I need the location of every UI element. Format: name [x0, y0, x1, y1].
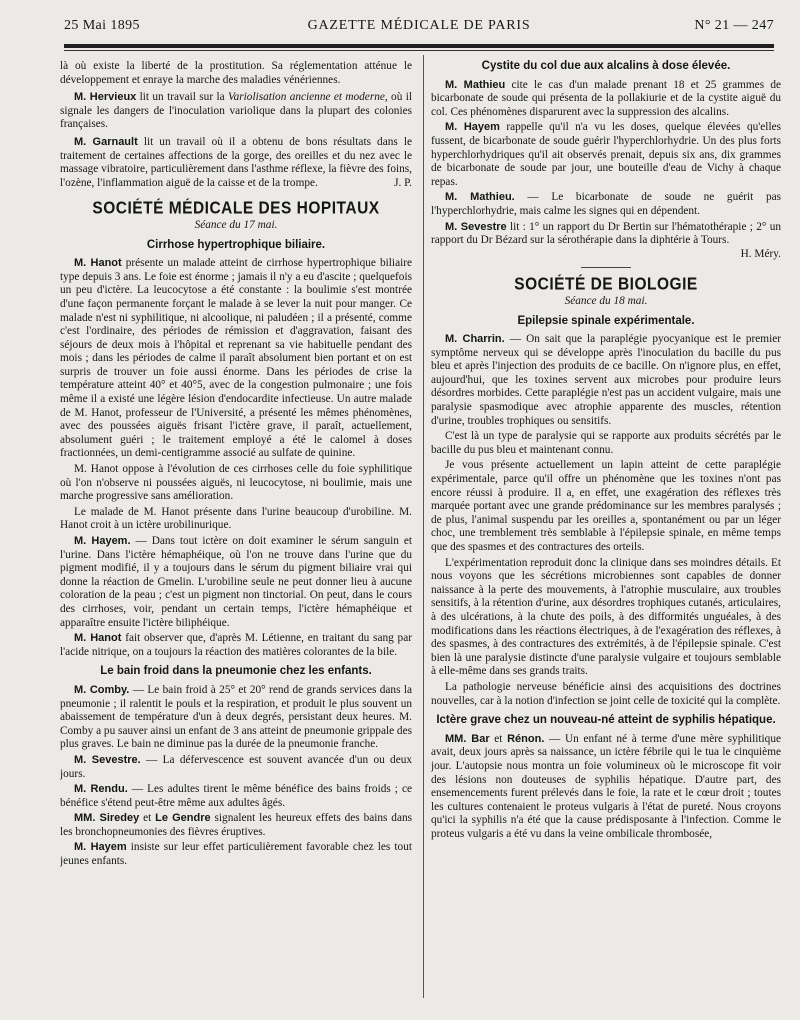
speaker-name: M. Sevestre [445, 220, 507, 233]
hayem-paragraph [60, 535, 412, 630]
speaker-name: M. Hervieux [74, 91, 137, 104]
section-title: Cystite du col due aux alcalins à dose élevée. [481, 60, 731, 72]
mathieu-paragraph [431, 79, 781, 120]
speaker-name: M. Hanot [74, 257, 122, 270]
paragraph-text: — La défervescence est souvent avancée d'un ou deux jours. [60, 753, 412, 780]
rendu-paragraph [60, 783, 412, 810]
paragraph-text: signalent les heureux effets des bains dans les bronchopneumonies des fièvres éruptives. [60, 812, 412, 838]
page-number: N° 21 — 247 [694, 18, 774, 33]
journal-title: GAZETTE MÉDICALE DE PARIS [307, 18, 531, 33]
author-signature: J. P. [394, 176, 412, 189]
sevestre-paragraph [431, 220, 781, 260]
charrin-paragraph-5: La pathologie nerveuse bénéficie ainsi des acquisitions des doctrines nouvelles, car à la notion d'infection se joint celle de toxicité qui la complète. [431, 680, 781, 707]
header-rule-thin [64, 50, 774, 51]
section-title: Epilepsie spinale expérimentale. [517, 314, 695, 327]
society-heading: SOCIÉTÉ MÉDICALE DES HOPITAUX [92, 199, 380, 219]
speaker-name: Rénon. [507, 732, 545, 745]
speaker-name: M. Hayem [74, 841, 127, 854]
speaker-name: M. Garnault [74, 135, 138, 148]
header-rule-thick [64, 44, 774, 48]
charrin-paragraph-3: Je vous présente actuellement un lapin atteint de cette paraplégie expérimentale, parce qu'il offre un phénomène que les toxines n'ont pas encore réussi à produire. Il a, en effet, une exagération des réflexes très marquée portant avec une grande prédominance sur les membres paralysés ; de plus, l'animal suspendu par les oreilles a, spontanément ou par un léger choc, une tremblement très semblable à l'épilepsie spinale, en même temps que des spasmes et des contractures des orteils. [431, 459, 781, 553]
paragraph-text: — Le bicarbonate de soude ne guérit pas l'hyperchlorhydrie, mais calme les signes qui en dépendent. [431, 191, 781, 217]
hervieux-paragraph [60, 91, 412, 132]
speaker-name: M. Mathieu [445, 78, 506, 91]
paragraph-text: cite le cas d'un malade prenant 18 et 25 grammes de bicarbonate de soude qui présenta de la pollakiurie et de la cystite aiguë du col. Ces phénomènes disparurent avec la suppression des alcalins. [431, 78, 781, 118]
speaker-name: M. Hayem. [74, 535, 131, 547]
hayem-paragraph [431, 121, 781, 189]
paragraph-text: — Le bain froid à 25° et 20° rend de grands services dans la pneumonie ; il ralentit le pouls et la respiration, et produit le plus souvent un abaissement de température d'un à deux degrés, persistant deux heures. M. Comby a pu sauver ainsi un enfant de 3 ans atteint de pneumonie grippale des plus graves. Le bain ne diminue pas la durée de la pneumonie franche. [60, 683, 412, 751]
comby-paragraph [60, 684, 412, 752]
hanot-reply-paragraph [60, 632, 412, 659]
section-title: Ictère grave chez un nouveau-né atteint de syphilis hépatique. [436, 714, 776, 727]
session-date: Séance du 18 mai. [564, 294, 648, 307]
speaker-name: M. Hayem [445, 121, 500, 134]
paragraph-text: lit : 1° un rapport du Dr Bertin sur l'hématothérapie ; 2° un rapport du Dr Bézard sur la sérothérapie dans la diphtérie à Tours. [431, 220, 781, 247]
paragraph-text: présente un malade atteint de cirrhose hypertrophique biliaire type depuis 3 ans. Le foie est énorme ; jamais il n'y a eu d'ascite ; quelquefois un peu d'ictère. La leucocytose a été constante : la boulimie s'est montrée d'une façon permanente forçant le malade à se lever la nuit pour manger. Ce malade n'est ni syphilitique, ni alcoolique, ni paludéen ; il a présenté, comme c'est l'ordinaire, des périodes de rémission et d'aggravation, faisant des séjours de deux mois à l'hôpital et reprenant sa vie habituelle pendant des mois ; dans les périodes de calme il paraît absolument bien portant et on est surpris de trouver un foie aussi énorme. Dans les périodes de crise la température atteint 40° et 40°5, avec de la congestion pulmonaire ; une fois même il a existé une légère lésion d'endocardite infectieuse. Un autre malade de M. Hanot, professeur de l'Université, a présenté les mêmes phénomènes, avec des poussées aiguës frisant l'ictère grave, il paraît, actuellement, absolument guéri ; le traitement employé a été le calomel à doses fractionnées, un demi-centigramme associé au sulfate de quinine. [60, 257, 412, 460]
left-column [60, 60, 412, 1016]
hanot-paragraph-3: Le malade de M. Hanot présente dans l'urine beaucoup d'urobiline. M. Hanot croit à un ictère urobilinurique. [60, 505, 412, 532]
garnault-paragraph [60, 136, 412, 190]
issue-date: 25 Mai 1895 [64, 18, 140, 33]
hanot-paragraph [60, 257, 412, 461]
speaker-name: MM. Bar [445, 732, 490, 745]
section-rule [581, 267, 631, 268]
intro-paragraph: là où existe la liberté de la prostitution. Sa réglementation atténue le développement et enraye la marche des maladies vénériennes. [60, 60, 412, 86]
speaker-name: M. Charrin. [445, 333, 505, 346]
paragraph-text: — Dans tout ictère on doit examiner le sérum sanguin et l'urine. Dans l'ictère hémaphéique, où l'on ne trouve dans l'urine que du pigment modifié, il y a toujours dans le sérum du pigment biliaire vrai qui donne la réaction de Gmelin. L'urobiline seule ne peut donner lieu à aucune coloration de la peau ; c'est un pigment non tinctorial. On peut, dans le cours des cirrhoses, voir, pendant un certain temps, l'ictère hémaphéique et apparaître ensuite l'ictère biliphéique. [60, 535, 412, 629]
paragraph-text: — Un enfant né à terme d'une mère syphilitique avait, deux jours après sa naissance, un ictère fébrile qui le tua le cinquième jour. L'autopsie nous montra un foie volumineux où le microscope fit voir des lésions non douteuses de syphilis hépatique. D'autre part, des ensemencements furent prélevés dans le foie, la rate et le cœur droit ; toutes les cultures contenaient le proteus vulgaris à l'état de pureté. Nous croyons qu'ici la syphilis n'a été que la cause prédisposante à l'infection. Comme le proteus vulgaris a été vu dans la veine ombilicale thrombosée, [431, 732, 781, 840]
siredey-paragraph [60, 812, 412, 839]
paragraph-text: fait observer que, d'après M. Létienne, en traitant du sang par l'acide nitrique, on a toujours la réaction des matières colorantes de la bile. [60, 632, 412, 658]
column-divider [423, 55, 424, 998]
speaker-name: Le Gendre [155, 812, 211, 825]
session-date: Séance du 17 mai. [194, 218, 278, 231]
charrin-paragraph-2: C'est là un type de paralysie qui se rapporte aux produits sécrétés par le bacille du pus bleu et maintenant connu. [431, 430, 781, 456]
charrin-paragraph [431, 333, 781, 428]
paragraph-text: lit un travail sur la [136, 91, 228, 104]
speaker-name: M. Comby. [74, 683, 130, 696]
paragraph-text: , où il signale les dangers de l'inoculation variolique dans la plupart des colonies françaises. [60, 91, 412, 131]
conjunction: et [139, 812, 156, 825]
speaker-name: M. Rendu. [74, 783, 128, 796]
mathieu-reply-paragraph [431, 191, 781, 218]
hayem-bath-paragraph [60, 841, 412, 868]
work-title: Variolisation ancienne et moderne [227, 91, 385, 104]
speaker-name: M. Hanot [74, 632, 122, 645]
speaker-name: M. Sevestre. [74, 753, 141, 766]
paragraph-text: insiste sur leur effet particulièrement favorable chez les tout jeunes enfants. [60, 841, 412, 868]
sevestre-paragraph [60, 754, 412, 781]
society-heading: SOCIÉTÉ DE BIOLOGIE [514, 274, 698, 295]
section-title: Cirrhose hypertrophique biliaire. [146, 238, 326, 251]
page-header [64, 18, 774, 40]
speaker-name: M. Mathieu. [445, 191, 515, 204]
right-column [431, 60, 781, 1016]
author-signature: H. Méry. [740, 247, 781, 260]
paragraph-text: — On sait que la paraplégie pyocyanique est le premier symptôme nerveux qui se développe après l'inoculation du bacille du pus bleu et après l'injection des produits de ce bacille. On n'ignore plus, en effet, aujourd'hui, que les toxines servent aux microbes pour produire leurs désordres morbides. Cette paraplégie n'est pas un accident vulgaire, mais une paralysie spasmodique avec atrophie apparente des muscles, rétention d'urine, troubles trophiques ou sensitifs. [431, 333, 781, 427]
conjunction: et [489, 732, 508, 745]
charrin-paragraph-4: L'expérimentation reproduit donc la clinique dans ses moindres détails. Et nous voyons que les sécrétions microbiennes sont capables de donner naissance à la perte des mouvements, à l'atrophie musculaire, aux troubles sensitifs, à la rétention d'urine, aux désordres trophiques cutanés, articulaires, à des ulcérations, à la chute des poils, à des difformités unguéales, à des modifications dans les réactions électriques, à de l'exagération des réflexes, à des spasmes, à des contractures des extrémités, à de l'épilepsie spinale. C'est bien là une paralysie distincte d'une paralysie vulgaire et toujours semblable à elle-même dans ses grands traits. [431, 556, 781, 678]
section-title: Le bain froid dans la pneumonie chez les enfants. [100, 665, 372, 678]
hanot-paragraph-2: M. Hanot oppose à l'évolution de ces cirrhoses celle du foie syphilitique où l'on n'observe ni poussées aiguës, ni leucocytose, ni boulimie, mais une marche progressive sans amélioration. [60, 463, 412, 503]
paragraph-text: rappelle qu'il n'a vu les doses, quelque élevées qu'elles fussent, de bicarbonate de soude guérir l'hyperchlorhydrie. Un des plus forts hyperchlorhydriques qu'il ait observés prenait, depuis six ans, dix grammes de bicarbonate de soude par jour, une bouteille d'eau de Vichy à chaque repas. [431, 121, 781, 188]
speaker-name: MM. Siredey [74, 812, 140, 825]
paragraph-text: lit un travail où il a obtenu de bons résultats dans le traitement de certaines affections de la gorge, des oreilles et du nez avec le massage vibratoire, particulièrement dans l'asthme réflexe, la fièvre des foins, l'ozène, l'inflammation aiguë de la caisse et de la trompe. [60, 135, 412, 189]
paragraph-text: — Les adultes tirent le même bénéfice des bains froids ; ce bénéfice s'étend peut-être même aux adultes âgés. [60, 783, 412, 809]
bar-renon-paragraph [431, 733, 781, 842]
